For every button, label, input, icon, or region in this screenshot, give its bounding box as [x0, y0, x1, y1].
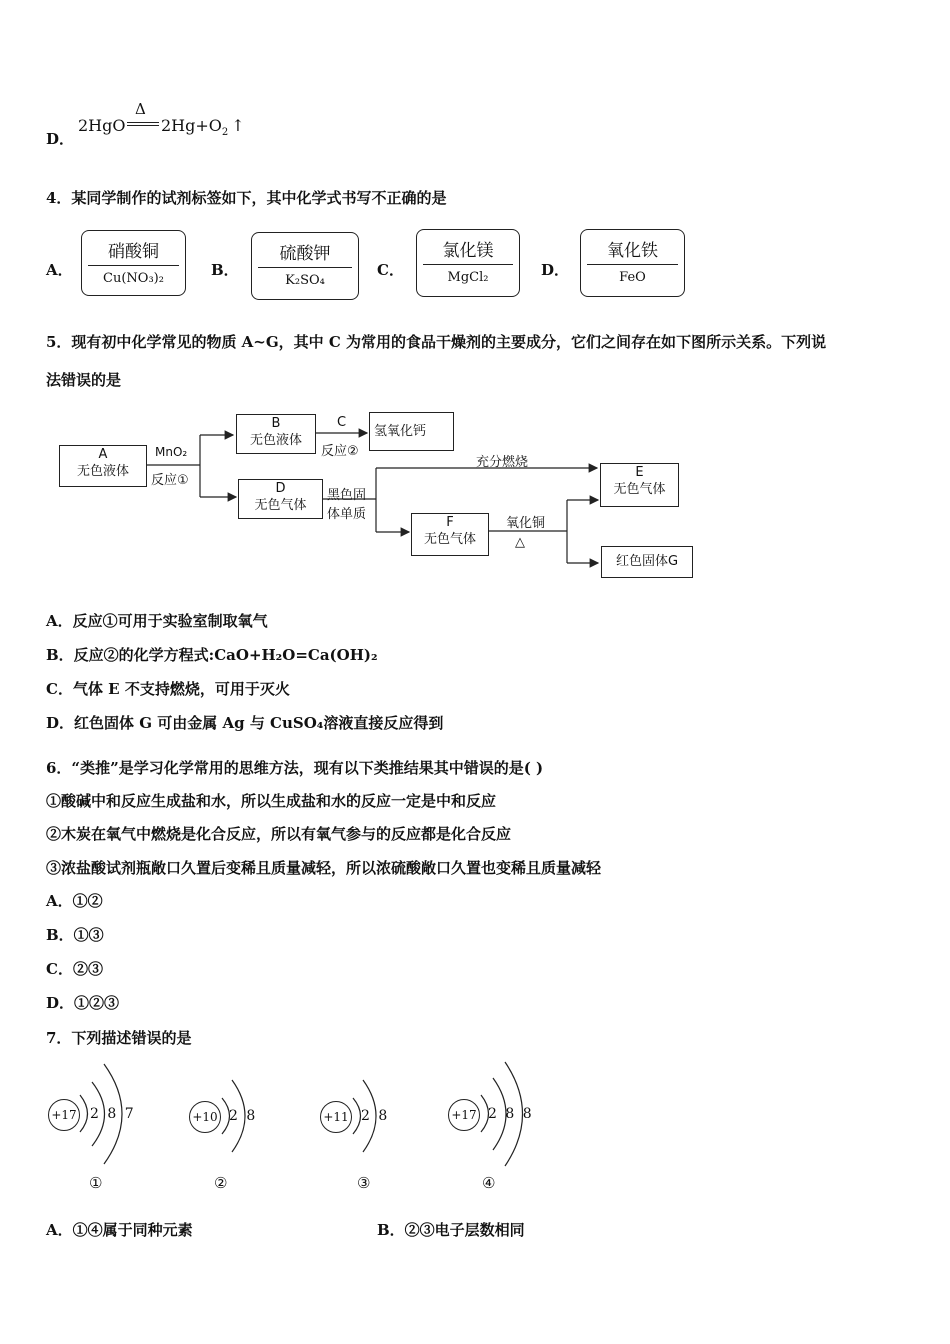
- q5-option-d[interactable]: D．红色固体 G 可由金属 Ag 与 CuSO₄溶液直接反应得到: [46, 714, 444, 732]
- flow-box-a-letter: A: [98, 447, 108, 462]
- reagent-name-c: 氯化镁: [442, 241, 494, 261]
- q5-option-b[interactable]: B．反应②的化学方程式:CaO+H₂O=Ca(OH)₂: [46, 646, 378, 664]
- reagent-formula-d: FeO: [619, 270, 646, 285]
- atom-2-shells: 2 8: [229, 1108, 258, 1124]
- q4-option-a-label: A．: [46, 261, 73, 279]
- q7-stem: 7．下列描述错误的是: [46, 1029, 192, 1047]
- q6-option-b[interactable]: B．①③: [46, 926, 104, 944]
- flow-diagram-connectors: [0, 0, 950, 600]
- flow-box-d: [238, 479, 323, 519]
- atom-3-tag: ③: [357, 1174, 371, 1192]
- q5-option-c[interactable]: C．气体 E 不支持燃烧，可用于灭火: [46, 680, 290, 698]
- atom-1-shells: 2 8 7: [90, 1106, 136, 1122]
- flow-box-f-letter: F: [446, 515, 454, 530]
- q4-option-b-label: B．: [211, 261, 239, 279]
- flow-box-b-text: 无色液体: [249, 433, 302, 448]
- flow-box-d-text: 无色气体: [254, 498, 307, 513]
- flow-box-e: [600, 463, 679, 507]
- atom-1-tag: ①: [89, 1174, 103, 1192]
- equation-rhs-text: 2Hg+O: [161, 116, 222, 135]
- q4-option-d-label: D．: [541, 261, 570, 279]
- atom-2-nucleus: +10: [189, 1101, 221, 1133]
- reagent-formula-c: MgCl₂: [447, 270, 489, 285]
- flow-box-g: 红色固体G: [601, 546, 693, 578]
- q5-stem-line2: 法错误的是: [46, 371, 122, 389]
- flow-box-b-letter: B: [271, 416, 281, 431]
- q6-option-c[interactable]: C．②③: [46, 960, 103, 978]
- q6-stem: 6．“类推”是学习化学常用的思维方法，现有以下类推结果其中错误的是( ): [46, 759, 544, 777]
- reagent-name-b: 硫酸钾: [279, 244, 331, 264]
- flow-label-heat: △: [515, 535, 525, 550]
- flow-label-c: C: [337, 415, 347, 430]
- atom-4-tag: ④: [482, 1174, 496, 1192]
- atom-4-nucleus: +17: [448, 1099, 480, 1131]
- flow-label-reaction1: 反应①: [151, 473, 189, 488]
- q6-item-1: ①酸碱中和反应生成盐和水，所以生成盐和水的反应一定是中和反应: [46, 792, 497, 810]
- reagent-name-a: 硝酸铜: [108, 242, 159, 262]
- q5-option-a[interactable]: A．反应①可用于实验室制取氧气: [46, 612, 268, 630]
- q6-option-d[interactable]: D．①②③: [46, 994, 120, 1012]
- equation-subscript: 2: [221, 127, 229, 139]
- flow-label-cuo: 氧化铜: [506, 516, 546, 531]
- flow-label-black-solid-1: 黑色固: [327, 488, 367, 503]
- flow-label-black-solid-2: 体单质: [327, 507, 367, 522]
- flow-box-b: [236, 414, 316, 454]
- q4-option-c-label: C．: [377, 261, 404, 279]
- flow-box-a-text: 无色液体: [76, 464, 129, 479]
- flow-label-reaction2: 反应②: [321, 444, 359, 459]
- flow-box-a: [59, 445, 147, 487]
- equation-lhs: 2HgO: [78, 116, 126, 135]
- equation-condition: Δ: [135, 100, 146, 118]
- flow-box-f-text: 无色气体: [423, 532, 476, 547]
- flow-box-f: [411, 513, 489, 556]
- flow-label-burn: 充分燃烧: [476, 455, 529, 470]
- reagent-name-d: 氧化铁: [607, 241, 658, 261]
- flow-box-e-letter: E: [635, 465, 644, 480]
- atom-2-tag: ②: [214, 1174, 228, 1192]
- q6-item-3: ③浓盐酸试剂瓶敞口久置后变稀且质量减轻，所以浓硫酸敞口久置也变稀且质量减轻: [46, 859, 602, 877]
- q6-option-a[interactable]: A．①②: [46, 892, 103, 910]
- q4-stem: 4．某同学制作的试剂标签如下，其中化学式书写不正确的是: [46, 189, 447, 207]
- flow-box-d-letter: D: [275, 481, 286, 496]
- q7-option-b[interactable]: B．②③电子层数相同: [377, 1221, 525, 1239]
- q6-item-2: ②木炭在氧气中燃烧是化合反应，所以有氧气参与的反应都是化合反应: [46, 825, 512, 843]
- q3-option-d-label: D．: [46, 130, 75, 148]
- atom-3-shells: 2 8: [361, 1108, 390, 1124]
- atom-3-nucleus: +11: [320, 1101, 352, 1133]
- atom-4-shells: 2 8 8: [488, 1106, 534, 1122]
- flow-box-e-text: 无色气体: [613, 482, 666, 497]
- q5-stem-line1: 5．现有初中化学常见的物质 A~G，其中 C 为常用的食品干燥剂的主要成分，它们之间存在如下图所示关系。下列说: [46, 333, 827, 351]
- reagent-formula-a: Cu(NO₃)₂: [103, 271, 164, 286]
- flow-box-c-product: 氢氧化钙: [369, 412, 454, 451]
- atom-1-nucleus: +17: [48, 1099, 80, 1131]
- q7-option-a[interactable]: A．①④属于同种元素: [46, 1221, 193, 1239]
- gas-arrow: ↑: [231, 116, 245, 135]
- reagent-formula-b: K₂SO₄: [285, 273, 325, 288]
- flow-label-mno2: MnO₂: [155, 445, 188, 459]
